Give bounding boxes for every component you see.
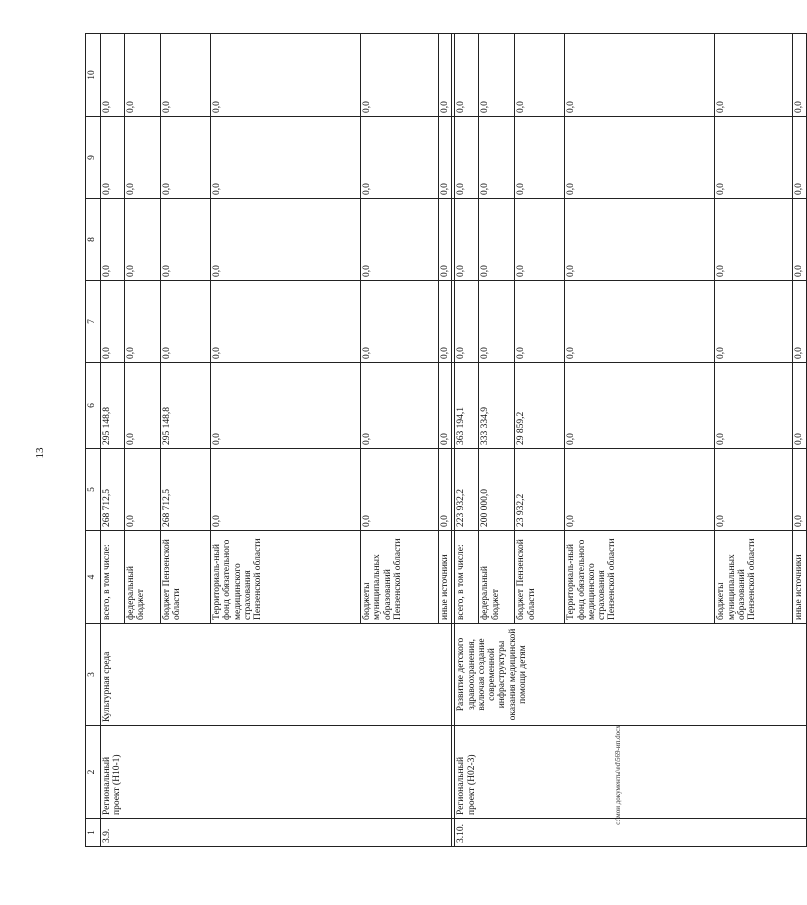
value-cell-6: 0,0 — [793, 363, 806, 449]
value-cell-9: 0,0 — [455, 117, 479, 199]
value-cell-7: 0,0 — [793, 281, 806, 363]
project-number: 3.9. — [101, 819, 452, 847]
value-cell-6: 0,0 — [125, 363, 161, 449]
funding-source: бюджеты муниципальных образований Пензенской области — [715, 531, 793, 624]
value-cell-10: 0,0 — [455, 34, 479, 117]
value-cell-7: 0,0 — [161, 281, 211, 363]
value-cell-6: 29 859,2 — [515, 363, 565, 449]
value-cell-7: 0,0 — [125, 281, 161, 363]
value-cell-5: 0,0 — [211, 449, 361, 531]
value-cell-10: 0,0 — [211, 34, 361, 117]
col-header-8: 8 — [86, 199, 101, 281]
value-cell-5: 223 932,2 — [455, 449, 479, 531]
value-cell-9: 0,0 — [515, 117, 565, 199]
rotated-table-container — [85, 34, 805, 847]
column-number-row — [86, 34, 101, 847]
value-cell-5: 0,0 — [793, 449, 806, 531]
value-cell-6: 0,0 — [211, 363, 361, 449]
funding-source: иные источники — [793, 531, 806, 624]
value-cell-10: 0,0 — [479, 34, 515, 117]
funding-source: Территориаль-ный фонд обязательного медицинского страхования Пензенской области — [211, 531, 361, 624]
value-cell-8: 0,0 — [793, 199, 806, 281]
funding-table — [85, 33, 807, 847]
table-body — [86, 34, 807, 847]
funding-source: бюджеты муниципальных образований Пензенской области — [361, 531, 439, 624]
col-header-5: 5 — [86, 449, 101, 531]
project-goal: Культурная среда — [101, 624, 452, 726]
value-cell-7: 0,0 — [101, 281, 125, 363]
funding-source: иные источники — [439, 531, 452, 624]
value-cell-7: 0,0 — [515, 281, 565, 363]
value-cell-8: 0,0 — [515, 199, 565, 281]
value-cell-8: 0,0 — [565, 199, 715, 281]
value-cell-5: 0,0 — [439, 449, 452, 531]
value-cell-5: 23 932,2 — [515, 449, 565, 531]
col-header-9: 9 — [86, 117, 101, 199]
value-cell-10: 0,0 — [439, 34, 452, 117]
value-cell-10: 0,0 — [715, 34, 793, 117]
value-cell-8: 0,0 — [439, 199, 452, 281]
value-cell-6: 295 148,8 — [161, 363, 211, 449]
value-cell-7: 0,0 — [565, 281, 715, 363]
value-cell-10: 0,0 — [515, 34, 565, 117]
value-cell-6: 0,0 — [715, 363, 793, 449]
value-cell-10: 0,0 — [101, 34, 125, 117]
value-cell-9: 0,0 — [565, 117, 715, 199]
value-cell-9: 0,0 — [361, 117, 439, 199]
col-header-3: 3 — [86, 624, 101, 726]
table-row — [455, 34, 479, 847]
value-cell-9: 0,0 — [793, 117, 806, 199]
value-cell-5: 0,0 — [715, 449, 793, 531]
value-cell-9: 0,0 — [479, 117, 515, 199]
funding-source: федеральный бюджет — [125, 531, 161, 624]
value-cell-6: 363 194,1 — [455, 363, 479, 449]
value-cell-5: 0,0 — [565, 449, 715, 531]
value-cell-6: 0,0 — [565, 363, 715, 449]
value-cell-5: 0,0 — [125, 449, 161, 531]
value-cell-8: 0,0 — [211, 199, 361, 281]
value-cell-10: 0,0 — [361, 34, 439, 117]
value-cell-7: 0,0 — [211, 281, 361, 363]
value-cell-8: 0,0 — [125, 199, 161, 281]
table-row — [101, 34, 125, 847]
project-number: 3.10. — [455, 819, 806, 847]
value-cell-7: 0,0 — [361, 281, 439, 363]
value-cell-9: 0,0 — [715, 117, 793, 199]
value-cell-8: 0,0 — [455, 199, 479, 281]
footer-file-path: с:\мои документы\ed\569-ип.docx — [614, 725, 622, 825]
funding-source: бюджет Пензенской области — [515, 531, 565, 624]
value-cell-8: 0,0 — [161, 199, 211, 281]
value-cell-10: 0,0 — [793, 34, 806, 117]
value-cell-6: 333 334,9 — [479, 363, 515, 449]
value-cell-9: 0,0 — [161, 117, 211, 199]
value-cell-8: 0,0 — [715, 199, 793, 281]
value-cell-6: 0,0 — [439, 363, 452, 449]
value-cell-9: 0,0 — [211, 117, 361, 199]
value-cell-7: 0,0 — [479, 281, 515, 363]
col-header-7: 7 — [86, 281, 101, 363]
project-goal: Развитие детского здравоохранения, включая создание современной инфраструктуры оказания медицинской помощи детям — [455, 624, 806, 726]
value-cell-5: 268 712,5 — [161, 449, 211, 531]
value-cell-9: 0,0 — [101, 117, 125, 199]
value-cell-6: 0,0 — [361, 363, 439, 449]
value-cell-5: 200 000,0 — [479, 449, 515, 531]
funding-source: федеральный бюджет — [479, 531, 515, 624]
value-cell-7: 0,0 — [715, 281, 793, 363]
page-number: 13 — [34, 447, 46, 459]
value-cell-9: 0,0 — [125, 117, 161, 199]
funding-source: всего, в том числе: — [455, 531, 479, 624]
value-cell-7: 0,0 — [439, 281, 452, 363]
value-cell-9: 0,0 — [439, 117, 452, 199]
col-header-1: 1 — [86, 819, 101, 847]
col-header-6: 6 — [86, 363, 101, 449]
value-cell-8: 0,0 — [101, 199, 125, 281]
value-cell-5: 268 712,5 — [101, 449, 125, 531]
value-cell-6: 295 148,8 — [101, 363, 125, 449]
col-header-10: 10 — [86, 34, 101, 117]
value-cell-8: 0,0 — [479, 199, 515, 281]
col-header-2: 2 — [86, 726, 101, 819]
project-name: Региональный проект (Н10-1) — [101, 726, 452, 819]
value-cell-10: 0,0 — [565, 34, 715, 117]
project-name: Региональный проект (Н02-3) — [455, 726, 806, 819]
col-header-4: 4 — [86, 531, 101, 624]
value-cell-10: 0,0 — [161, 34, 211, 117]
funding-source: бюджет Пензенской области — [161, 531, 211, 624]
value-cell-10: 0,0 — [125, 34, 161, 117]
value-cell-8: 0,0 — [361, 199, 439, 281]
funding-source: всего, в том числе: — [101, 531, 125, 624]
value-cell-7: 0,0 — [455, 281, 479, 363]
value-cell-5: 0,0 — [361, 449, 439, 531]
funding-source: Территориаль-ный фонд обязательного медицинского страхования Пензенской области — [565, 531, 715, 624]
